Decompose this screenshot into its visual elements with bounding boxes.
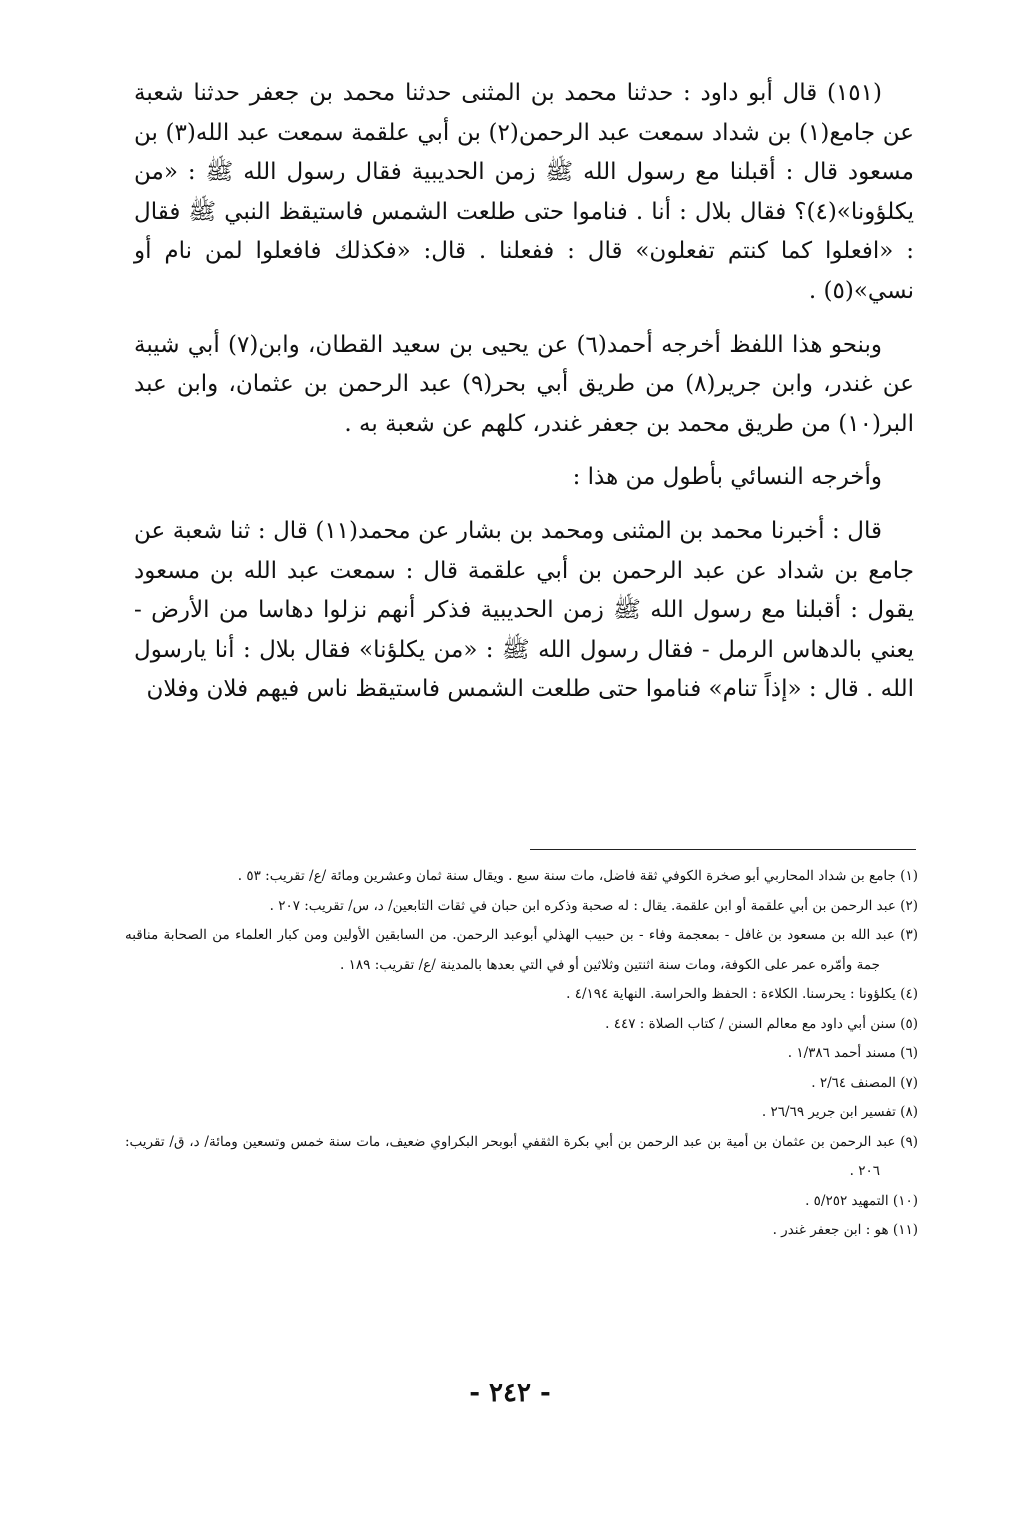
- footnote: (٣) عبد الله بن مسعود بن غافل - بمعجمة وفاء - بن حبيب الهذلي أبوعبد الرحمن. من السابقين الأولين ومن كبار العلماء من الصحابة مناقبه جمة وأمّره عمر على الكوفة، ومات سنة اثنتين وثلاثين أو في التي بعدها بالمدينة /ع/ تقريب: ١٨٩ .: [125, 927, 918, 973]
- nasai-intro-paragraph: وأخرجه النسائي بأطول من هذا :: [572, 464, 882, 491]
- nasai-hadith-paragraph: قال : أخبرنا محمد بن المثنى ومحمد بن بشار عن محمد(١١) قال : ثنا شعبة عن جامع بن شداد عن عبد الرحمن بن أبي علقمة قال : سمعت عبد الله بن مسعود يقول : أقبلنا مع رسول الله ﷺ زمن الحديبية فذكر أنهم نزلوا دهاسا من الأرض - يعني بالدهاس الرمل - فقال رسول الله ﷺ : «من يكلؤنا» فقال بلال : أنا يارسول الله . قال : «إذاً تنام» فناموا حتى طلعت الشمس فاستيقظ ناس فيهم فلان وفلان: [134, 517, 914, 703]
- footnote: (١٠) التمهيد ٥/٢٥٢ .: [805, 1192, 918, 1209]
- footnotes: [125, 862, 918, 1246]
- footnote: (٥) سنن أبي داود مع معالم السنن / كتاب الصلاة : ٤٤٧ .: [605, 1015, 918, 1032]
- footnote: (١) جامع بن شداد المحاربي أبو صخرة الكوفي ثقة فاضل، مات سنة سبع . ويقال سنة ثمان وعشرين ومائة /ع/ تقريب: ٥٣ .: [237, 868, 918, 884]
- main-text: [134, 74, 914, 710]
- footnote: (٢) عبد الرحمن بن أبي علقمة أو ابن علقمة. يقال : له صحبة وذكره ابن حبان في ثقات التابعين/ د، س/ تقريب: ٢٠٧ .: [269, 897, 918, 914]
- footnote: (٩) عبد الرحمن بن عثمان بن أمية بن عبد الرحمن بن أبي بكرة الثقفي أبوبحر البكراوي ضعيف، مات سنة خمس وتسعين ومائة/ د، ق/ تقريب: ٢٠٦ .: [125, 1133, 918, 1179]
- page-number: - ٢٤٢ -: [469, 1378, 551, 1408]
- footnote-divider: [530, 849, 916, 850]
- footnote: (٦) مسند أحمد ١/٣٨٦ .: [787, 1045, 918, 1061]
- footnote: (٧) المصنف ٢/٦٤ .: [811, 1074, 918, 1091]
- footnote: (١١) هو : ابن جعفر غندر .: [772, 1222, 918, 1238]
- footnote: (٤) يكلؤونا : يحرسنا. الكلاءة : الحفظ والحراسة. النهاية ٤/١٩٤ .: [566, 986, 918, 1002]
- takhrij-paragraph: وبنحو هذا اللفظ أخرجه أحمد(٦) عن يحيى بن سعيد القطان، وابن(٧) أبي شيبة عن غندر، وابن جرير(٨) من طريق أبي بحر(٩) عبد الرحمن بن عثمان، وابن عبد البر(١٠) من طريق محمد بن جعفر غندر، كلهم عن شعبة به .: [134, 331, 915, 437]
- footnote: (٨) تفسير ابن جرير ٢٦/٦٩ .: [761, 1104, 918, 1120]
- hadith-paragraph: (١٥١) قال أبو داود : حدثنا محمد بن المثنى حدثنا محمد بن جعفر حدثنا شعبة عن جامع(١) بن شداد سمعت عبد الرحمن(٢) بن أبي علقمة سمعت عبد الله(٣) بن مسعود قال : أقبلنا مع رسول الله ﷺ زمن الحديبية فقال رسول الله ﷺ : «من يكلؤونا»(٤)؟ فقال بلال : أنا . فناموا حتى طلعت الشمس فاستيقظ النبي ﷺ فقال : «افعلوا كما كنتم تفعلون» قال : ففعلنا . قال: «فكذلك فافعلوا لمن نام أو نسي»(٥) .: [134, 80, 914, 304]
